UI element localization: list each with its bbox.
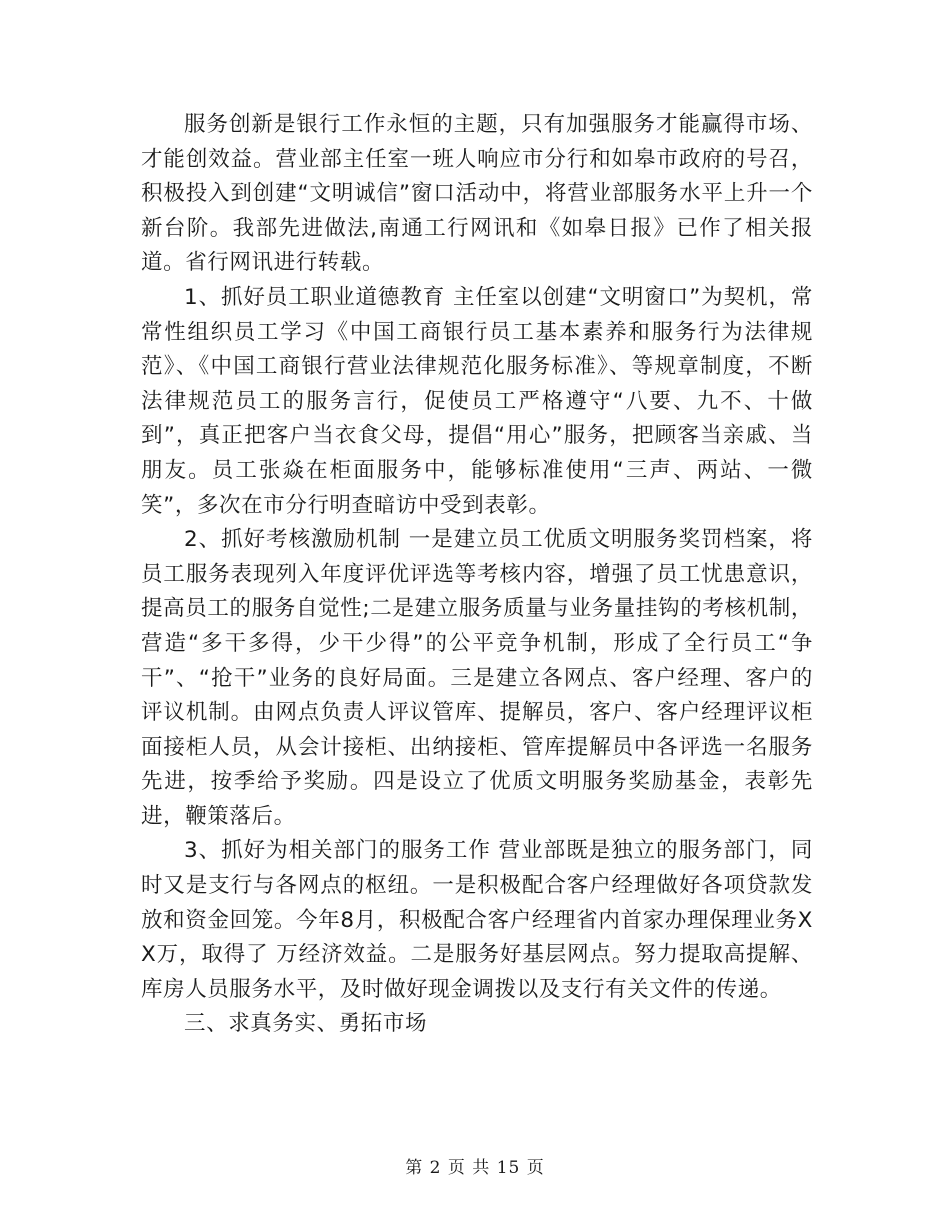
- page-number-footer: 第 2 页 共 15 页: [405, 1158, 545, 1178]
- paragraph-service-innovation: 服务创新是银行工作永恒的主题，只有加强服务才能赢得市场、才能创效益。营业部主任室一班人响应市分行和如皋市政府的号召，积极投入到创建“文明诚信”窗口活动中，将营业部服务水平上升一个新台阶。我部先进做法,南通工行网讯和《如皋日报》已作了相关报道。省行网讯进行转载。: [141, 112, 813, 276]
- paragraph-ethics-education: 1、抓好员工职业道德教育 主任室以创建“文明窗口”为契机，常常性组织员工学习《中国工商银行员工基本素养和服务行为法律规范》、《中国工商银行营业法律规范化服务标准》、等规章制度，不断法律规范员工的服务言行，促使员工严格遵守“八要、九不、十做到”，真正把客户当衣食父母，提倡“用心”服务，把顾客当亲戚、当朋友。员工张焱在柜面服务中，能够标准使用“三声、两站、一微笑”，多次在市分行明查暗访中受到表彰。: [141, 284, 813, 518]
- paragraph-department-service: 3、抓好为相关部门的服务工作 营业部既是独立的服务部门，同时又是支行与各网点的枢纽。一是积极配合客户经理做好各项贷款发放和资金回笼。今年8月，积极配合客户经理省内首家办理保理业务XX万，取得了 万经济效益。二是服务好基层网点。努力提取高提解、库房人员服务水平，及时做好现金调拨以及支行有关文件的传递。: [141, 838, 813, 1002]
- paragraph-incentive-mechanism: 2、抓好考核激励机制 一是建立员工优质文明服务奖罚档案，将员工服务表现列入年度评优评选等考核内容，增强了员工忧患意识，提高员工的服务自觉性;二是建立服务质量与业务量挂钩的考核机制，营造“多干多得，少干少得”的公平竞争机制，形成了全行员工“争干”、“抢干”业务的良好局面。三是建立各网点、客户经理、客户的评议机制。由网点负责人评议管库、提解员，客户、客户经理评议柜面接柜人员，从会计接柜、出纳接柜、管库提解员中各评选一名服务先进，按季给予奖励。四是设立了优质文明服务奖励基金，表彰先进，鞭策落后。: [141, 527, 813, 829]
- document-body: [141, 108, 813, 1042]
- section-heading: 三、求真务实、勇拓市场: [184, 1011, 428, 1037]
